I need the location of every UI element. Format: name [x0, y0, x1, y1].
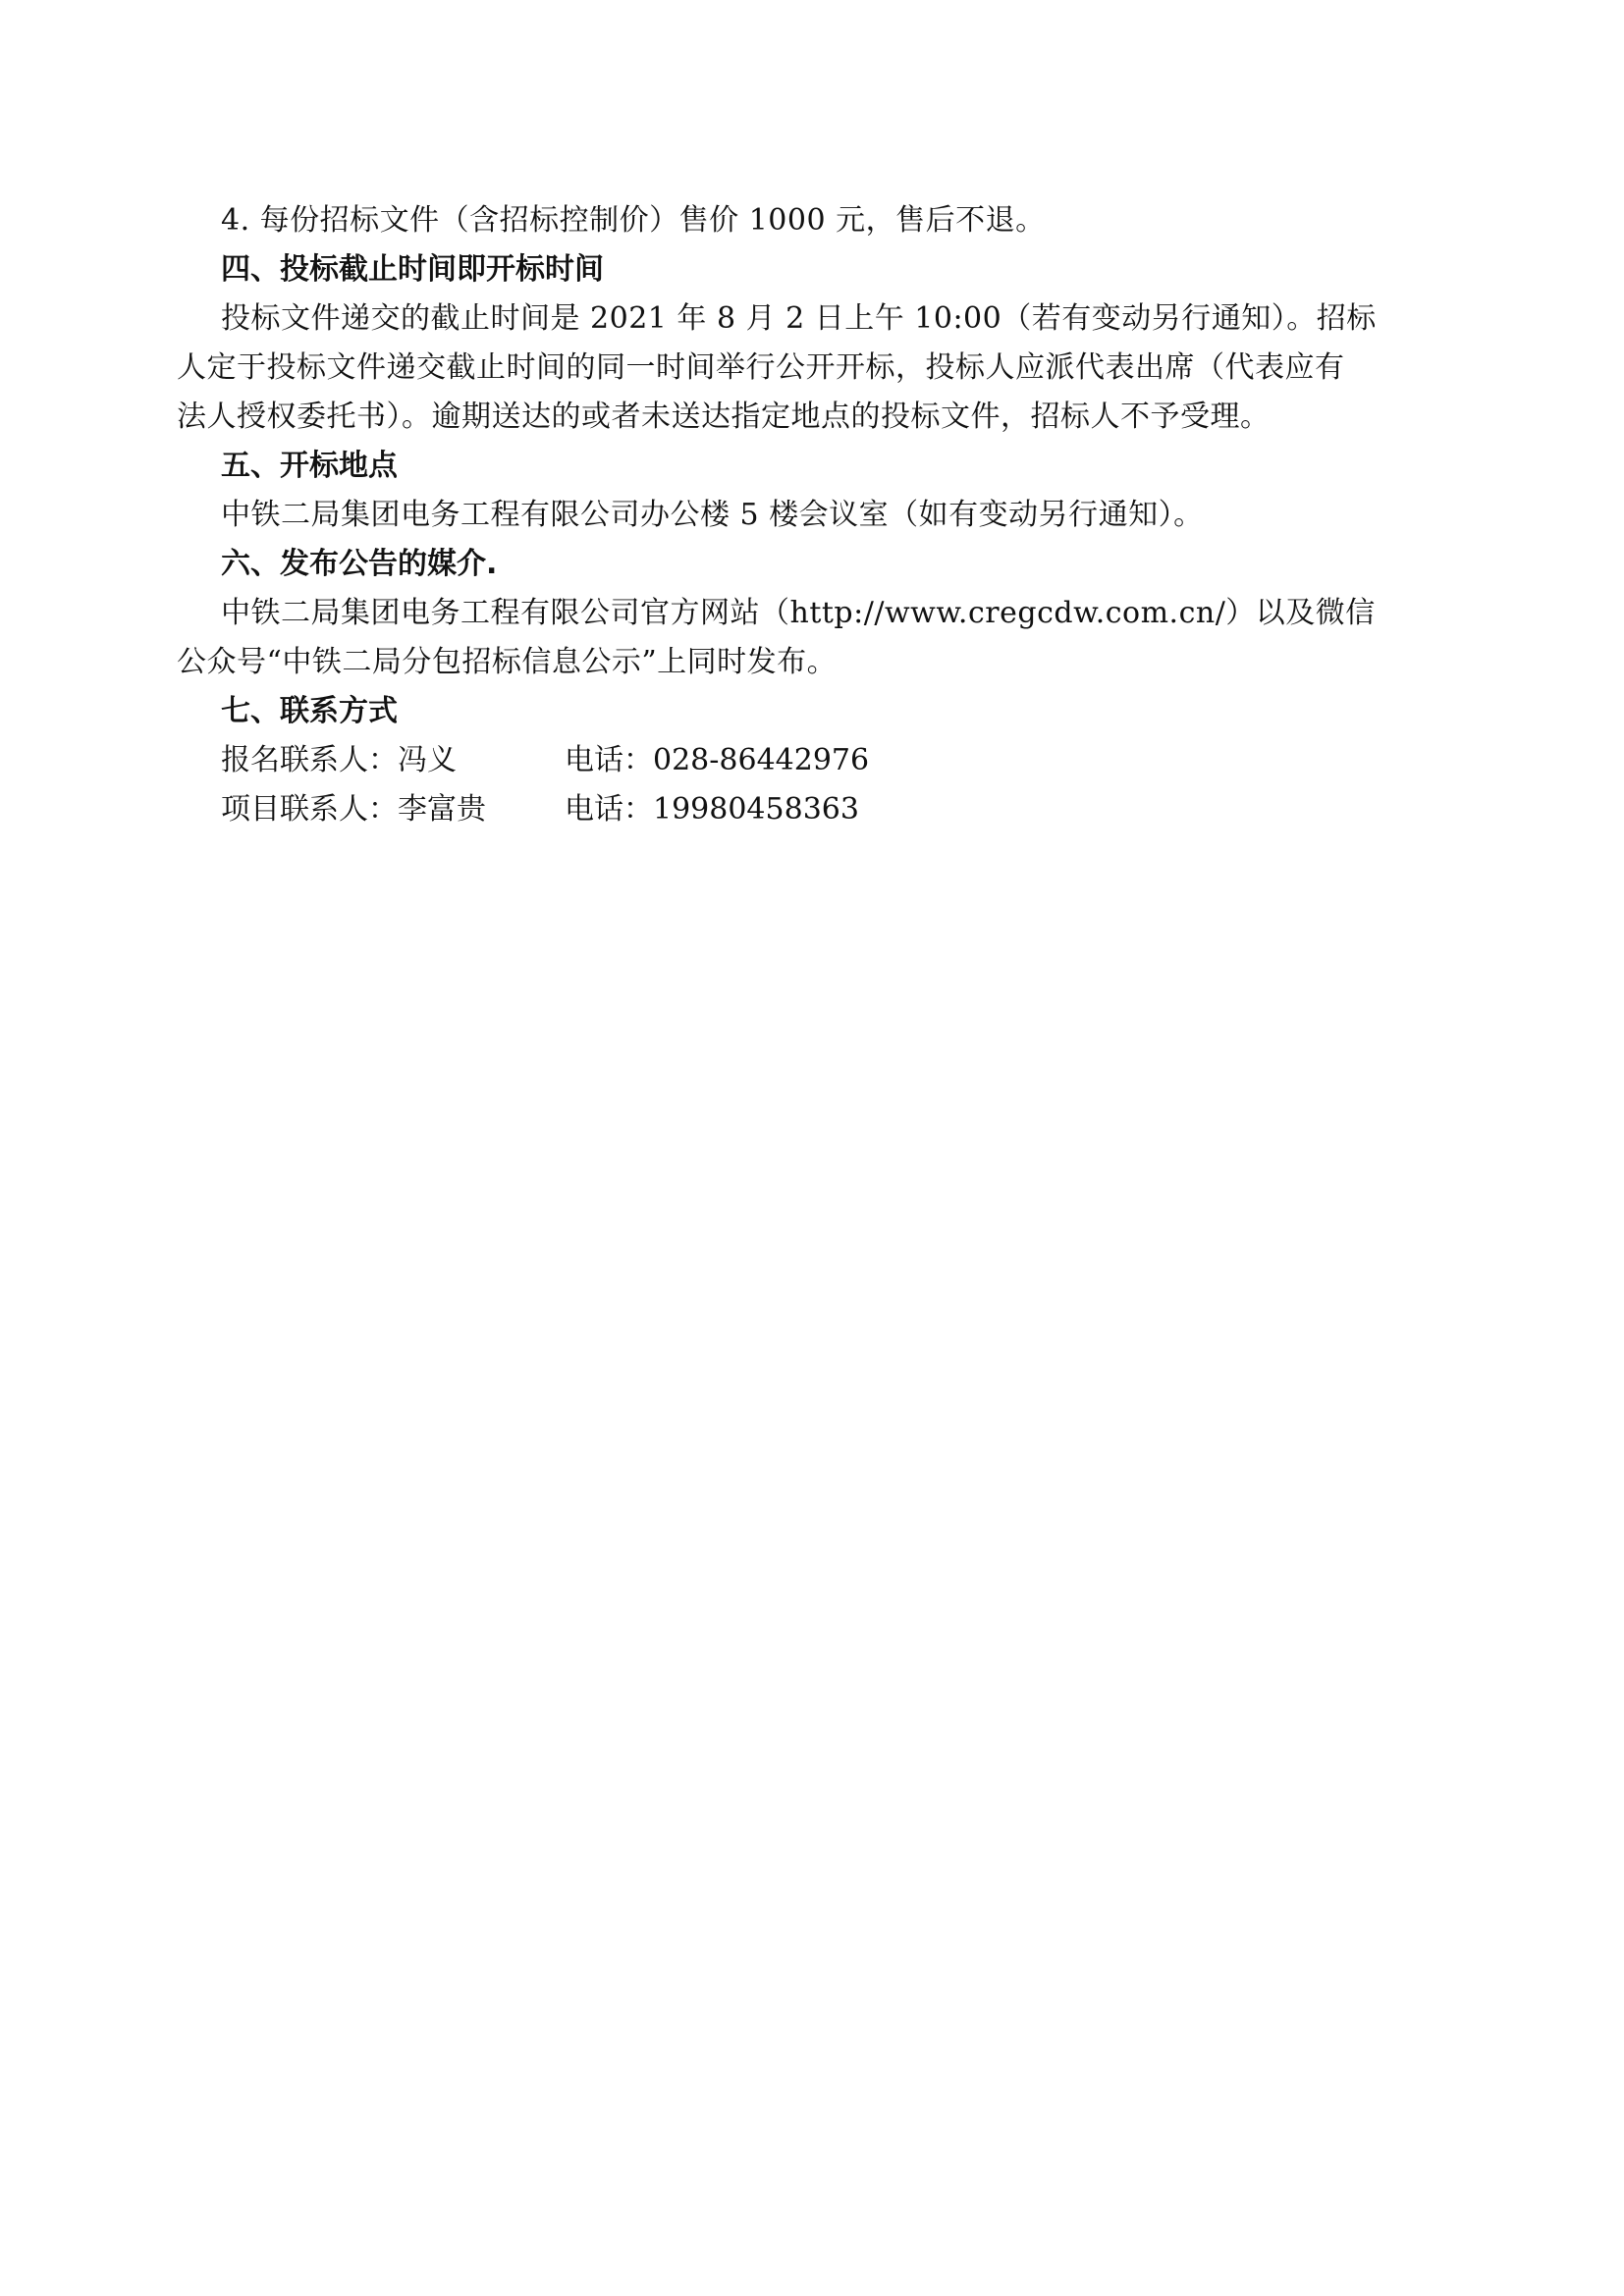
contact-row-registration [177, 736, 1453, 785]
item-4-price: 4. 每份招标文件（含招标控制价）售价 1000 元，售后不退。 [221, 203, 1046, 238]
location-line-1: 中铁二局集团电务工程有限公司办公楼 5 楼会议室（如有变动另行通知）。 [221, 498, 1204, 532]
media-line-2: 公众号“中铁二局分包招标信息公示”上同时发布。 [177, 645, 838, 679]
section-heading-location: 五、开标地点 [221, 449, 398, 483]
section-heading-contact: 七、联系方式 [221, 694, 398, 728]
deadline-line-3: 法人授权委托书）。逾期送达的或者未送达指定地点的投标文件，招标人不予受理。 [177, 400, 1271, 434]
contact-phone: 电话：19980458363 [565, 792, 859, 827]
deadline-line-1: 投标文件递交的截止时间是 2021 年 8 月 2 日上午 10:00（若有变动另行通知）。招标 [221, 301, 1377, 336]
document-content [177, 196, 1453, 834]
media-line-1: 中铁二局集团电务工程有限公司官方网站（http://www.cregcdw.com.cn/）以及微信 [221, 596, 1376, 630]
deadline-line-2: 人定于投标文件递交截止时间的同一时间举行公开开标，投标人应派代表出席（代表应有 [177, 350, 1345, 385]
contact-phone: 电话：028-86442976 [565, 743, 870, 777]
contact-name: 项目联系人：李富贵 [221, 792, 486, 827]
section-heading-deadline: 四、投标截止时间即开标时间 [221, 252, 604, 287]
section-heading-media: 六、发布公告的媒介. [221, 547, 498, 581]
contact-row-project [177, 785, 1453, 834]
contact-name: 报名联系人：冯义 [221, 743, 457, 777]
